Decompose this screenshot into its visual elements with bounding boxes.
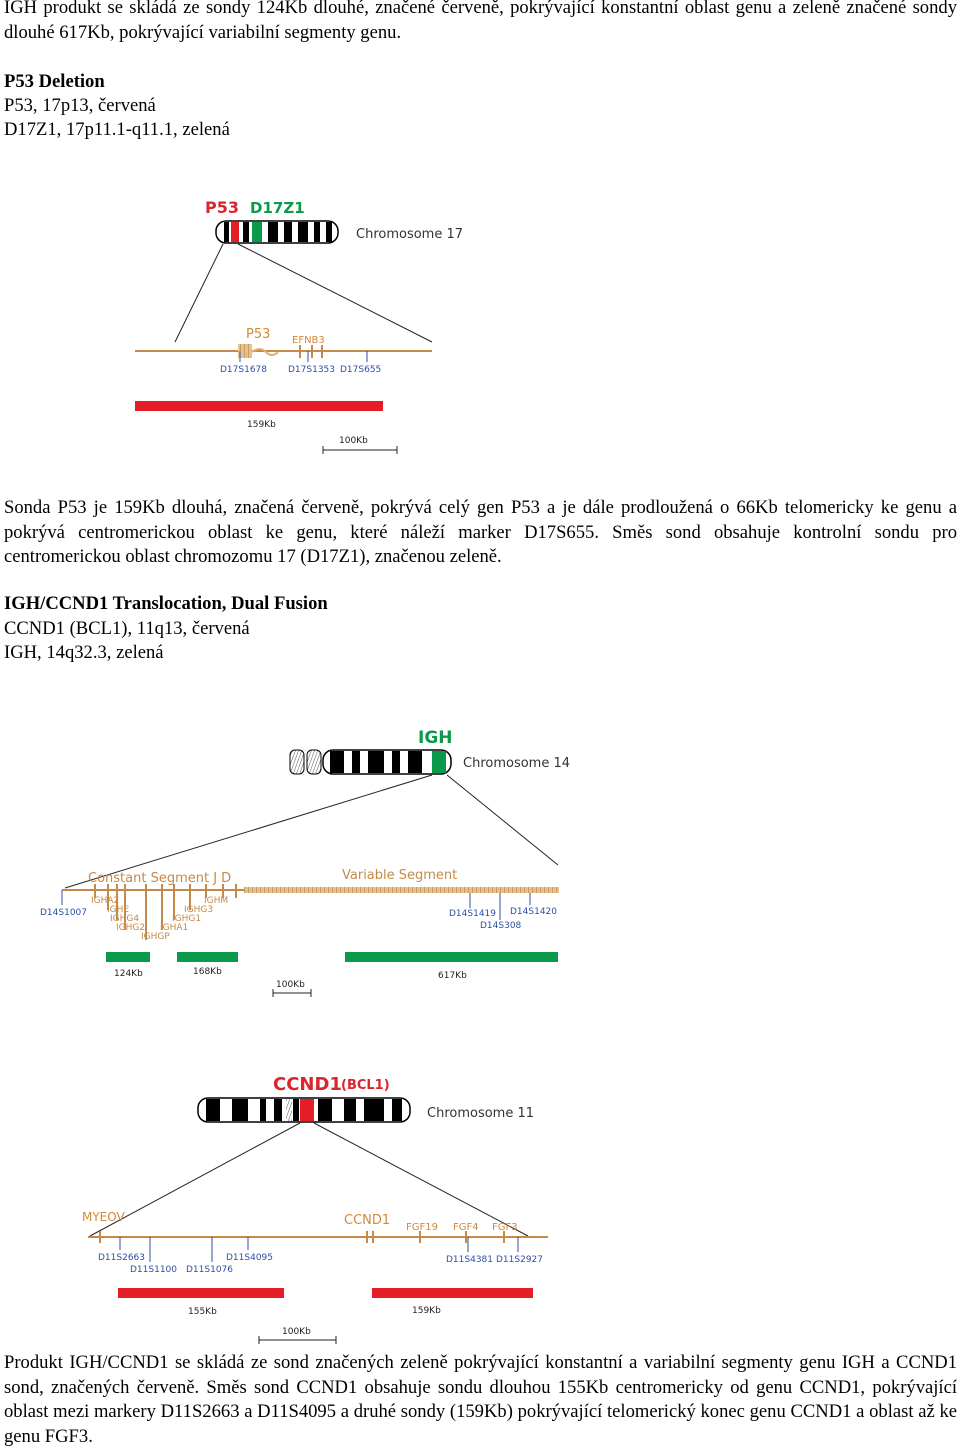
gene-ighe: IGHE [107,905,130,915]
marker-d14s1419: D14S1419 [449,909,496,919]
marker-d11s2663: D11S2663 [98,1253,145,1263]
final-description: Produkt IGH/CCND1 se skládá ze sond značených zeleně pokrývající konstantní a variabilní segmenty genu IGH a CCND1 sond, značených červeně. Směs sond CCND1 obsahuje sondu dlouhou 155Kb centromericky od genu CCND1, pokrývající oblast mezi markery D11S2663 a D11S4095 a druhé sondy (159Kb) pokrývající telomerický konec genu CCND1 a oblast až ke genu FGF3. [4,1352,957,1447]
marker-d17s1678: D17S1678 [220,365,267,375]
intro-paragraph: IGH produkt se skládá ze sondy 124Kb dlouhé, značené červeně, pokrývající konstantní oblast genu a zeleně značené sondy dlouhé 617Kb, pokrývající variabilní segmenty genu. [4,0,957,43]
marker-d14s1420: D14S1420 [510,907,557,917]
p53-heading: P53 Deletion [4,71,105,92]
igh-gene-label: IGH [418,728,453,748]
igh-probe-line-2: IGH, 14q32.3, zelená [4,642,164,663]
ccnd1-size-155kb: 155Kb [188,1307,217,1317]
chromosome-11-label: Chromosome 11 [427,1106,535,1121]
gene-ighg4: IGHG4 [110,914,140,924]
constant-segment-label: Constant Segment J D [88,871,232,886]
marker-d11s4381: D11S4381 [446,1255,493,1265]
chromosome-17-label: Chromosome 17 [356,227,464,242]
ccnd1-probe-159kb [372,1288,533,1298]
gene-ighg3: IGHG3 [184,905,214,915]
igh-heading: IGH/CCND1 Translocation, Dual Fusion [4,593,328,614]
ccnd1-scale-label: 100Kb [282,1327,311,1337]
marker-d14s308: D14S308 [480,921,522,931]
gene-fgf19: FGF19 [406,1222,438,1233]
ccnd1-size-159kb: 159Kb [412,1306,441,1316]
p53-probe-label: P53 [205,198,239,217]
gene-ighg2: IGHG2 [116,923,146,933]
p53-scale-label: 100Kb [339,436,368,446]
gene-igha2: IGHA2 [91,896,120,906]
chromosome-11-ideogram [198,1098,410,1122]
marker-d11s1100: D11S1100 [130,1265,177,1275]
igh-scale-label: 100Kb [276,980,305,990]
marker-d14s1007: D14S1007 [40,908,87,918]
igh-size-617kb: 617Kb [438,971,467,981]
gene-ighgp: IGHGP [141,932,170,942]
p53-probe-line-2: D17Z1, 17p11.1-q11.1, zelená [4,119,230,140]
igh-size-124kb: 124Kb [114,969,143,979]
marker-d11s4095: D11S4095 [226,1253,273,1263]
gene-igha1: IGHA1 [160,923,189,933]
variable-segment-label: Variable Segment [342,868,458,883]
p53-probe-size: 159Kb [247,420,276,430]
d17z1-probe-label: D17Z1 [250,199,305,217]
efnb3-gene-label: EFNB3 [292,335,325,346]
gene-myeov: MYEOV [82,1210,125,1224]
chromosome-14-label: Chromosome 14 [463,756,571,771]
marker-d17s1353: D17S1353 [288,365,335,375]
gene-fgf3: FGF3 [492,1222,518,1233]
marker-d17s655: D17S655 [340,365,382,375]
gene-ccnd1: CCND1 [344,1213,391,1228]
igh-probe-line-1: CCND1 (BCL1), 11q13, červená [4,618,250,639]
gene-ighm: IGHM [204,896,229,906]
ccnd1-gene-label: CCND1 [273,1074,342,1095]
ccnd1-gene-alias: (BCL1) [341,1078,390,1093]
p53-probe-line-1: P53, 17p13, červená [4,95,156,116]
gene-ighg1: IGHG1 [172,914,202,924]
marker-d11s2927: D11S2927 [496,1255,543,1265]
p53-description: Sonda P53 je 159Kb dlouhá, značená červeně, pokrývá celý gen P53 a je dále prodloužená o 66Kb telomericky ke genu a pokrývá centromerickou oblast ke genu, které náleží marker D17S655. Směs sond obsahuje kontrolní sondu pro centromerickou oblast chromozomu 17 (D17Z1), značenou zeleně. [4,497,957,567]
marker-d11s1076: D11S1076 [186,1265,233,1275]
gene-fgf4: FGF4 [453,1222,479,1233]
igh-size-168kb: 168Kb [193,967,222,977]
p53-gene-label: P53 [246,327,271,342]
ccnd1-probe-155kb [118,1288,284,1298]
